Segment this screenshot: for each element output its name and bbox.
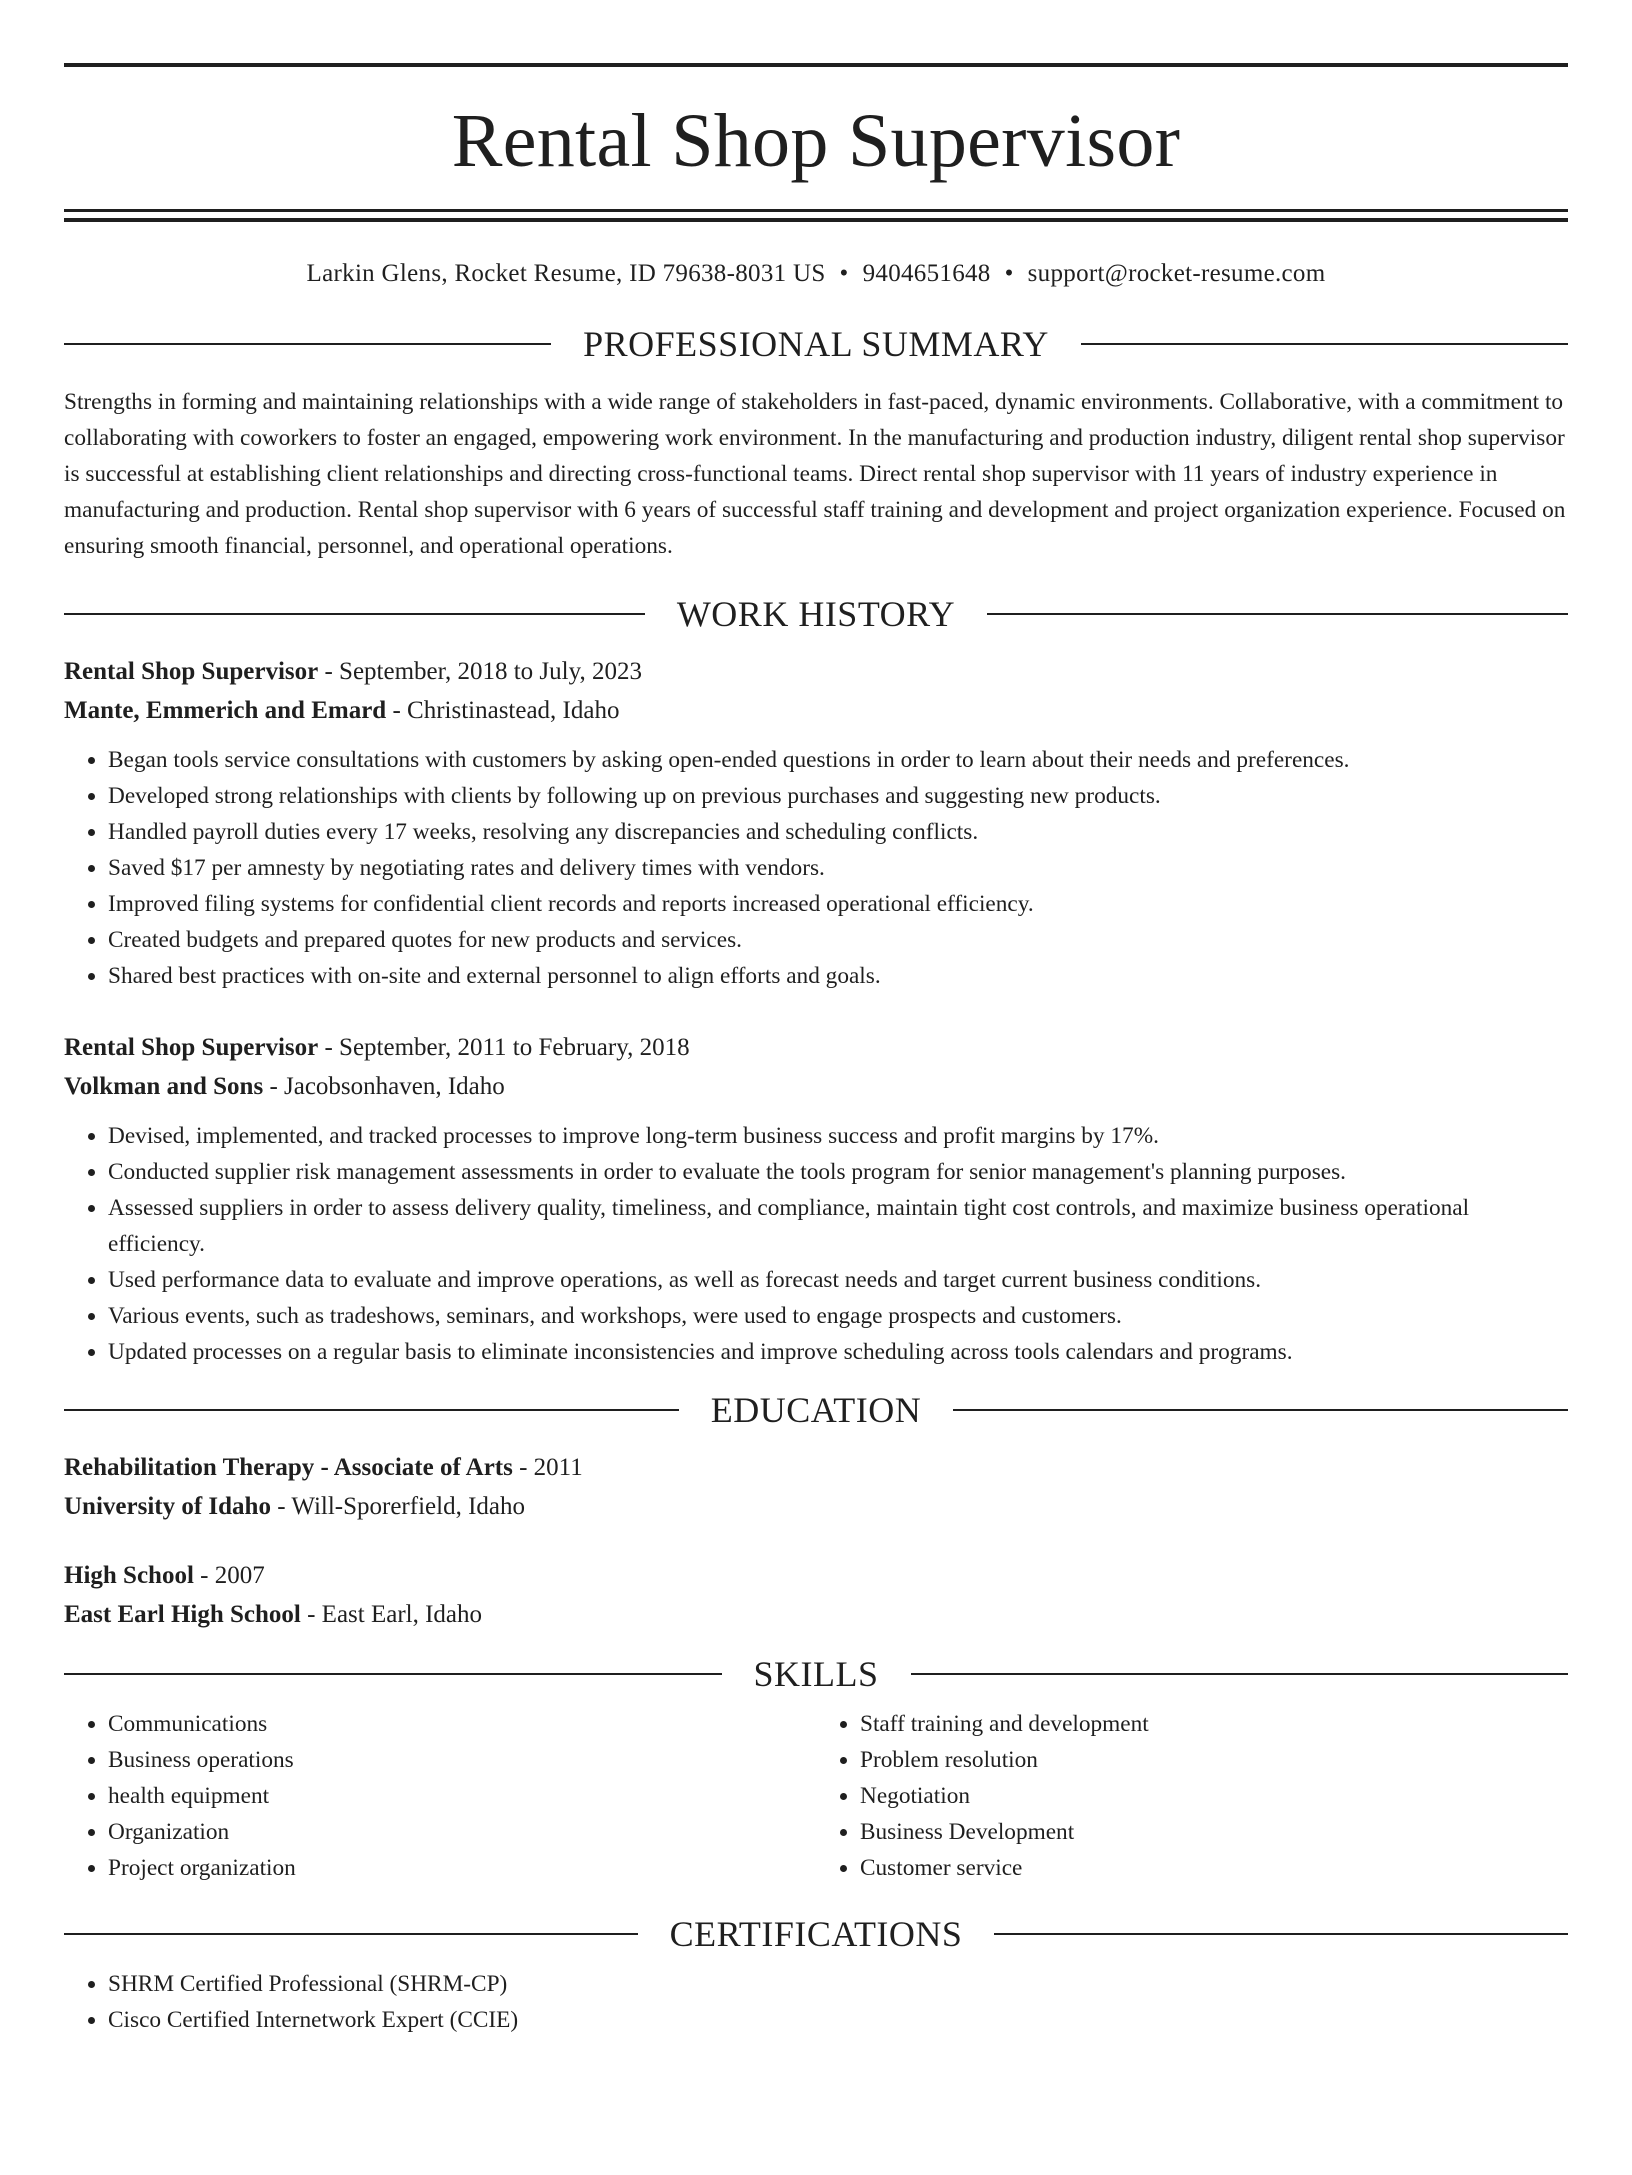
education-school-line	[64, 1595, 1568, 1634]
job-bullet: • Updated processes on a regular basis to eliminate inconsistencies and improve scheduling across tools calendars and programs.	[108, 1334, 1568, 1370]
skills-columns	[64, 1706, 1568, 1886]
summary-heading: PROFESSIONAL SUMMARY	[583, 324, 1049, 364]
education-entry	[64, 1556, 1568, 1634]
contact-separator: •	[839, 260, 849, 287]
skill-item: • Project organization	[108, 1850, 816, 1886]
contact-phone: 9404651648	[862, 260, 991, 287]
job-company-line	[64, 691, 1568, 730]
title-double-rule	[64, 209, 1568, 222]
job-bullet: • Handled payroll duties every 17 weeks, resolving any discrepancies and scheduling conflicts.	[108, 814, 1568, 850]
skill-item: • Communications	[108, 1706, 816, 1742]
education-location: - East Earl, Idaho	[300, 1601, 483, 1628]
skill-item: • health equipment	[108, 1778, 816, 1814]
job-title-line	[64, 652, 1568, 691]
top-rule	[64, 63, 1568, 67]
education-year: - 2011	[512, 1454, 583, 1481]
job-dates: - September, 2018 to July, 2023	[318, 658, 642, 685]
certification-item: • Cisco Certified Internetwork Expert (CCIE)	[108, 2002, 1568, 2038]
education-heading-row	[64, 1392, 1568, 1428]
job-title: Rental Shop Supervisor	[64, 1034, 319, 1061]
job-entry	[64, 652, 1568, 994]
job-dates: - September, 2011 to February, 2018	[318, 1034, 690, 1061]
education-degree: Rehabilitation Therapy - Associate of Arts	[64, 1454, 513, 1481]
skills-heading-row	[64, 1656, 1568, 1692]
education-degree: High School	[64, 1562, 194, 1589]
resume-title: Rental Shop Supervisor	[451, 99, 1181, 183]
work-heading: WORK HISTORY	[676, 594, 956, 634]
job-company: Mante, Emmerich and Emard	[64, 697, 387, 724]
job-bullet: • Various events, such as tradeshows, seminars, and workshops, were used to engage prospects and customers.	[108, 1298, 1568, 1334]
job-company-line	[64, 1067, 1568, 1106]
education-school: East Earl High School	[64, 1601, 301, 1628]
job-title-line	[64, 1028, 1568, 1067]
skills-left-list	[64, 1706, 816, 1886]
summary-text: Strengths in forming and maintaining relationships with a wide range of stakeholders in fast-paced, dynamic environments. Collaborative, with a commitment to collaborating with coworkers to foster an engaged, empowering work environment. In the manufacturing and production industry, diligent rental shop supervisor is successful at establishing client relationships and directing cross-functional teams. Direct rental shop supervisor with 11 years of industry experience in manufacturing and production. Rental shop supervisor with 6 years of successful staff training and development and project organization experience. Focused on ensuring smooth financial, personnel, and operational operations.	[64, 389, 1566, 559]
skill-item: • Organization	[108, 1814, 816, 1850]
education-school: University of Idaho	[64, 1493, 271, 1520]
skill-item: • Business Development	[860, 1814, 1568, 1850]
job-bullet: • Began tools service consultations with customers by asking open-ended questions in order to learn about their needs and preferences.	[108, 742, 1568, 778]
job-title: Rental Shop Supervisor	[64, 658, 319, 685]
certifications-section	[64, 1966, 1568, 2038]
job-location: - Jacobsonhaven, Idaho	[263, 1073, 505, 1100]
contact-email: support@rocket-resume.com	[1027, 260, 1326, 287]
contact-separator: •	[1004, 260, 1014, 287]
certifications-list	[64, 1966, 1568, 2038]
job-bullet: • Shared best practices with on-site and external personnel to align efforts and goals.	[108, 958, 1568, 994]
skills-right-list	[816, 1706, 1568, 1886]
skill-item: • Negotiation	[860, 1778, 1568, 1814]
work-heading-row	[64, 596, 1568, 632]
job-bullet: • Conducted supplier risk management assessments in order to evaluate the tools program for senior management's planning purposes.	[108, 1154, 1568, 1190]
summary-heading-row	[64, 326, 1568, 362]
education-entry	[64, 1448, 1568, 1526]
job-location: - Christinastead, Idaho	[386, 697, 620, 724]
education-location: - Will-Sporerfield, Idaho	[270, 1493, 525, 1520]
job-entry	[64, 1028, 1568, 1370]
contact-line	[64, 260, 1568, 288]
job-bullets	[64, 1118, 1568, 1370]
skills-heading: SKILLS	[753, 1654, 879, 1694]
job-bullet: • Improved filing systems for confidential client records and reports increased operational efficiency.	[108, 886, 1568, 922]
skill-item: • Problem resolution	[860, 1742, 1568, 1778]
certifications-heading-row	[64, 1916, 1568, 1952]
job-bullet: • Devised, implemented, and tracked processes to improve long-term business success and profit margins by 17%.	[108, 1118, 1568, 1154]
education-school-line	[64, 1487, 1568, 1526]
job-bullets	[64, 742, 1568, 994]
job-bullet: • Created budgets and prepared quotes for new products and services.	[108, 922, 1568, 958]
job-bullet: • Used performance data to evaluate and improve operations, as well as forecast needs and target current business conditions.	[108, 1262, 1568, 1298]
education-degree-line	[64, 1556, 1568, 1595]
education-heading: EDUCATION	[710, 1390, 922, 1430]
job-bullet: • Assessed suppliers in order to assess delivery quality, timeliness, and compliance, maintain tight cost controls, and maximize business operational efficiency.	[108, 1190, 1568, 1262]
job-bullet: • Saved $17 per amnesty by negotiating rates and delivery times with vendors.	[108, 850, 1568, 886]
education-degree-line	[64, 1448, 1568, 1487]
skill-item: • Business operations	[108, 1742, 816, 1778]
resume-page	[0, 63, 1632, 2175]
certification-item: • SHRM Certified Professional (SHRM-CP)	[108, 1966, 1568, 2002]
skill-item: • Staff training and development	[860, 1706, 1568, 1742]
certifications-heading: CERTIFICATIONS	[669, 1914, 963, 1954]
contact-address: Larkin Glens, Rocket Resume, ID 79638-8031 US	[306, 260, 826, 287]
job-company: Volkman and Sons	[64, 1073, 264, 1100]
skill-item: • Customer service	[860, 1850, 1568, 1886]
job-bullet: • Developed strong relationships with clients by following up on previous purchases and suggesting new products.	[108, 778, 1568, 814]
education-year: - 2007	[193, 1562, 265, 1589]
